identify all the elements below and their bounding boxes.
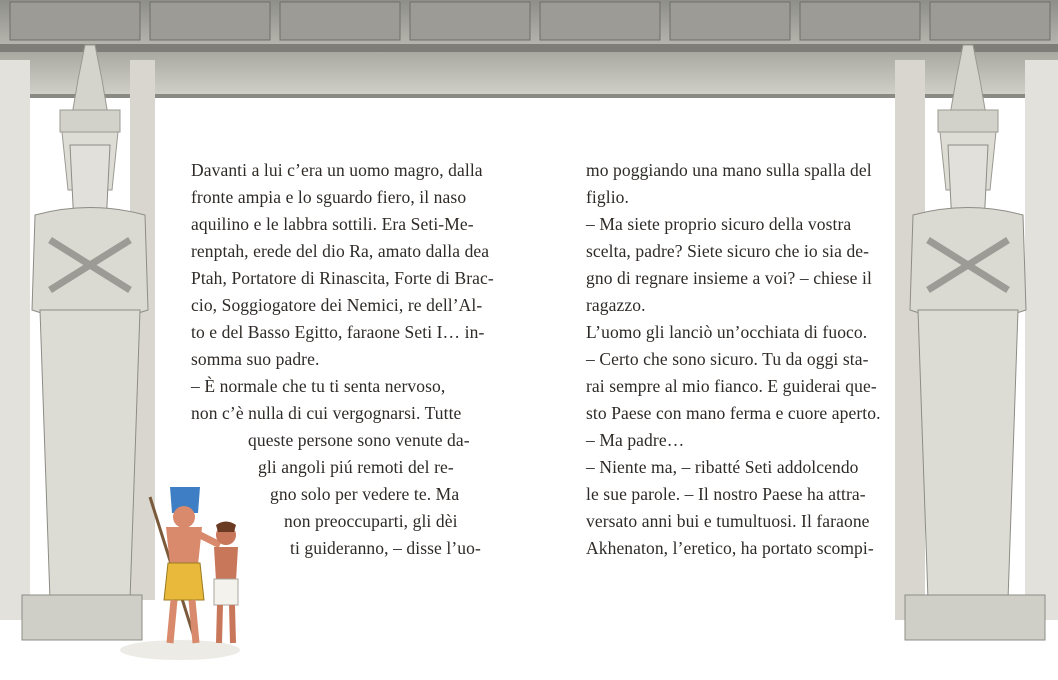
text-line: – Ma padre… <box>586 430 685 450</box>
text-line: mo poggiando una mano sulla spalla del <box>586 160 872 180</box>
text-line: gli angoli piú remoti del re- <box>258 457 454 477</box>
text-line: aquilino e le labbra sottili. Era Seti-Me- <box>191 214 474 234</box>
text-line: – È normale che tu ti senta nervoso, <box>191 376 446 396</box>
text-line: versato anni bui e tumultuosi. Il faraone <box>586 511 870 531</box>
right-statue-illustration <box>895 40 1058 660</box>
text-line: figlio. <box>586 187 629 207</box>
text-line: non c’è nulla di cui vergognarsi. Tutte <box>191 403 462 423</box>
text-line: L’uomo gli lanciò un’occhiata di fuoco. <box>586 322 868 342</box>
text-line: sto Paese con mano ferma e cuore aperto. <box>586 403 881 423</box>
text-line: ti guideranno, – disse l’uo- <box>290 538 481 558</box>
text-line: somma suo padre. <box>191 349 320 369</box>
text-line: gno solo per vedere te. Ma <box>270 484 460 504</box>
text-line: – Niente ma, – ribatté Seti addolcendo <box>586 457 859 477</box>
text-line: gno di regnare insieme a voi? – chiese il <box>586 268 872 288</box>
right-page-text <box>586 157 881 597</box>
text-line: renptah, erede del dio Ra, amato dalla dea <box>191 241 490 261</box>
text-line: – Certo che sono sicuro. Tu da oggi sta- <box>586 349 869 369</box>
text-line: ragazzo. <box>586 295 646 315</box>
text-line: fronte ampia e lo sguardo fiero, il naso <box>191 187 467 207</box>
text-line: Ptah, Portatore di Rinascita, Forte di Brac- <box>191 268 494 288</box>
text-line: cio, Soggiogatore dei Nemici, re dell’Al- <box>191 295 483 315</box>
text-line: rai sempre al mio fianco. E guiderai que- <box>586 376 877 396</box>
text-line: to e del Basso Egitto, faraone Seti I… in- <box>191 322 485 342</box>
text-line: queste persone sono venute da- <box>248 430 470 450</box>
text-line: Akhenaton, l’eretico, ha portato scompi- <box>586 538 874 558</box>
text-line: le sue parole. – Il nostro Paese ha attra- <box>586 484 866 504</box>
text-line: – Ma siete proprio sicuro della vostra <box>586 214 852 234</box>
text-line: scelta, padre? Siete sicuro che io sia de- <box>586 241 870 261</box>
text-line: non preoccuparti, gli dèi <box>284 511 458 531</box>
left-page-text <box>191 157 494 597</box>
text-line: Davanti a lui c’era un uomo magro, dalla <box>191 160 483 180</box>
